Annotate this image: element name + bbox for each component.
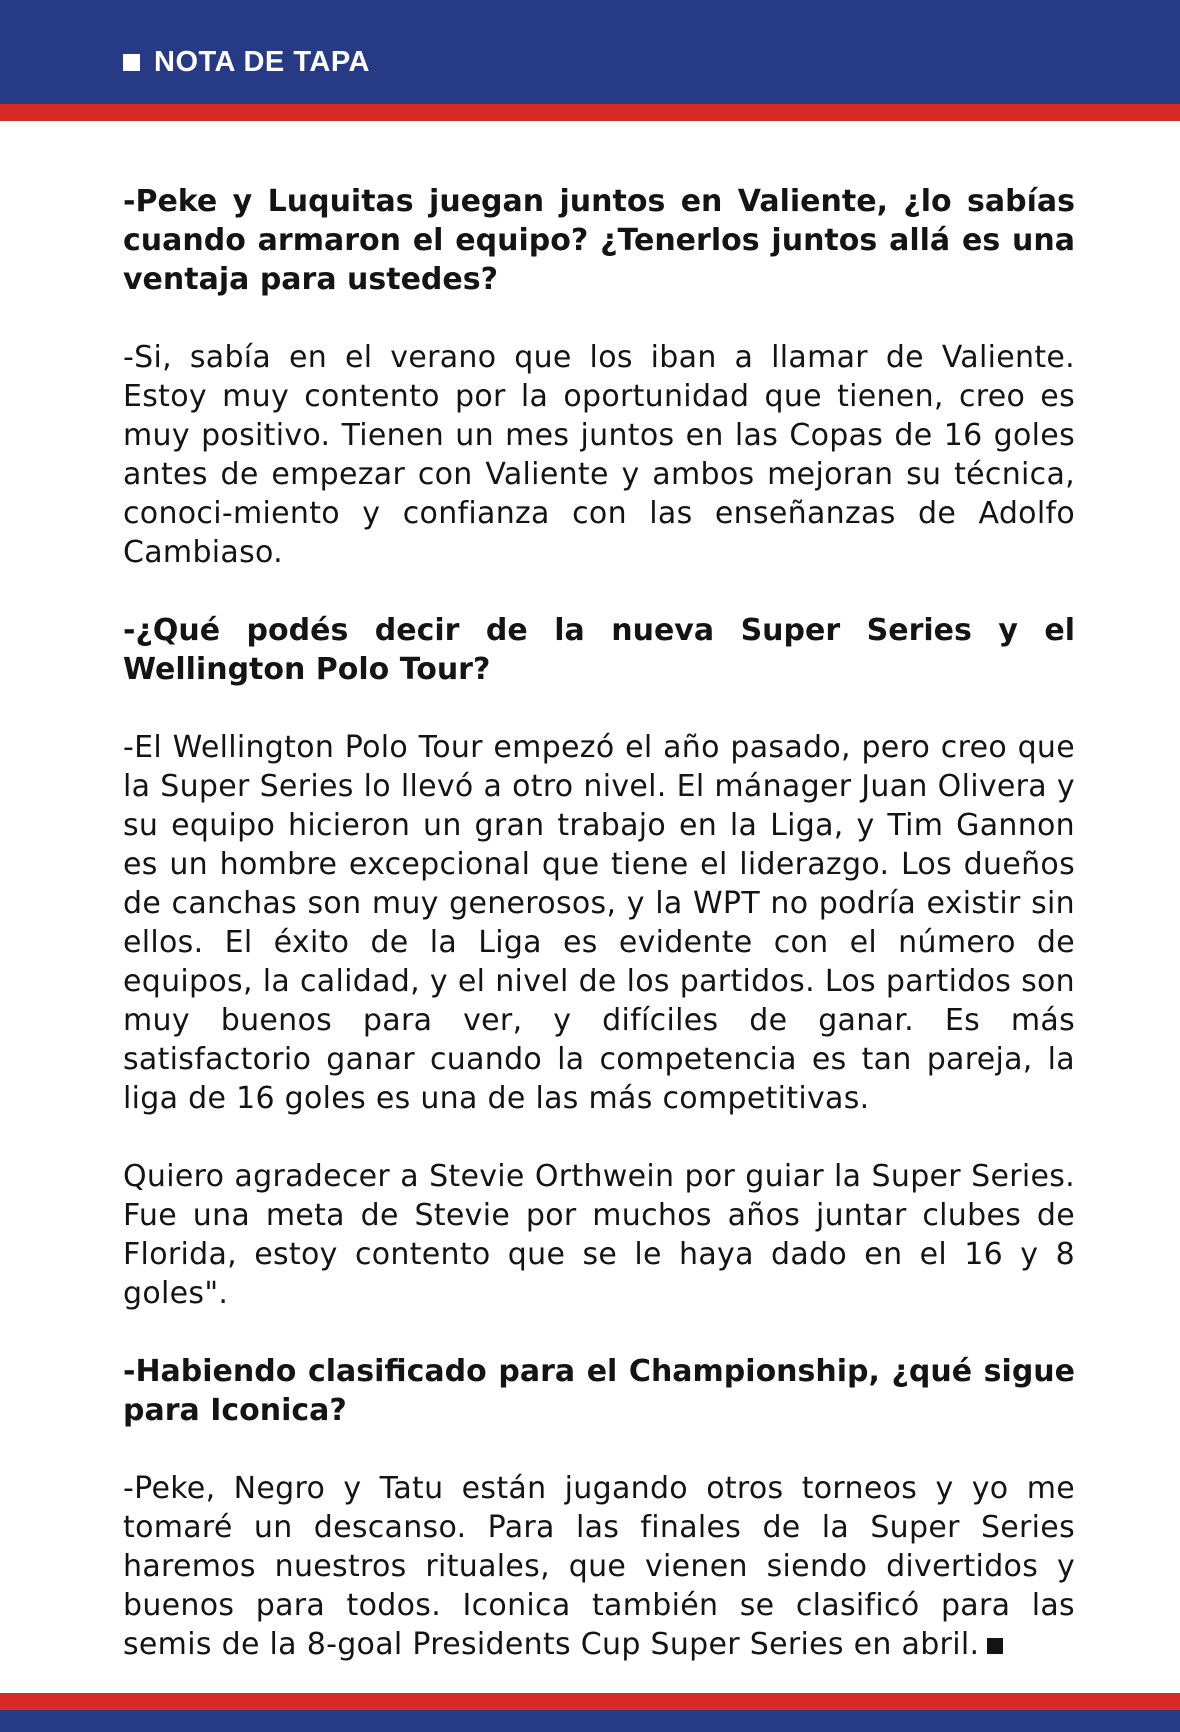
footer-band	[0, 1710, 1180, 1732]
footer-red-stripe	[0, 1693, 1180, 1710]
question-paragraph: -¿Qué podés decir de la nueva Super Series y el Wellington Polo Tour?	[123, 613, 1075, 687]
answer-paragraph: -Si, sabía en el verano que los iban a llamar de Valiente. Estoy muy contento por la oportunidad que tienen, creo es muy positivo. Tienen un mes juntos en las Copas de 16 goles antes de empezar con Valiente y ambos mejoran su técnica, conoci-miento y confianza con las enseñanzas de Adolfo Cambiaso.	[123, 340, 1075, 570]
answer-paragraph-final	[123, 1469, 1075, 1664]
section-label	[123, 48, 370, 77]
question-paragraph: -Habiendo clasificado para el Championship, ¿qué sigue para Iconica?	[123, 1354, 1075, 1428]
end-square-icon	[987, 1638, 1003, 1654]
answer-paragraph: -El Wellington Polo Tour empezó el año pasado, pero creo que la Super Series lo llevó a otro nivel. El mánager Juan Olivera y su equipo hicieron un gran trabajo en la Liga, y Tim Gannon es un hombre excepcional que tiene el liderazgo. Los dueños de canchas son muy generosos, y la WPT no podría existir sin ellos. El éxito de la Liga es evidente con el número de equipos, la calidad, y el nivel de los partidos. Los partidos son muy buenos para ver, y difíciles de ganar. Es más satisfactorio ganar cuando la competencia es tan pareja, la liga de 16 goles es una de las más competitivas.	[123, 730, 1075, 1116]
article-body	[123, 182, 1075, 1703]
section-label-text: NOTA DE TAPA	[154, 46, 370, 78]
question-paragraph: -Peke y Luquitas juegan juntos en Valiente, ¿lo sabías cuando armaron el equipo? ¿Tenerlos juntos allá es una ventaja para ustedes?	[123, 184, 1075, 297]
answer-paragraph: Quiero agradecer a Stevie Orthwein por guiar la Super Series. Fue una meta de Stevie por muchos años juntar clubes de Florida, estoy contento que se le haya dado en el 16 y 8 goles".	[123, 1159, 1075, 1311]
answer-text: -Peke, Negro y Tatu están jugando otros torneos y yo me tomaré un descanso. Para las finales de la Super Series haremos nuestros rituales, que vienen siendo divertidos y buenos para todos. Iconica también se clasificó para las semis de la 8-goal Presidents Cup Super Series en abril.	[123, 1471, 1075, 1662]
square-bullet-icon	[123, 54, 140, 71]
header-red-stripe	[0, 104, 1180, 121]
